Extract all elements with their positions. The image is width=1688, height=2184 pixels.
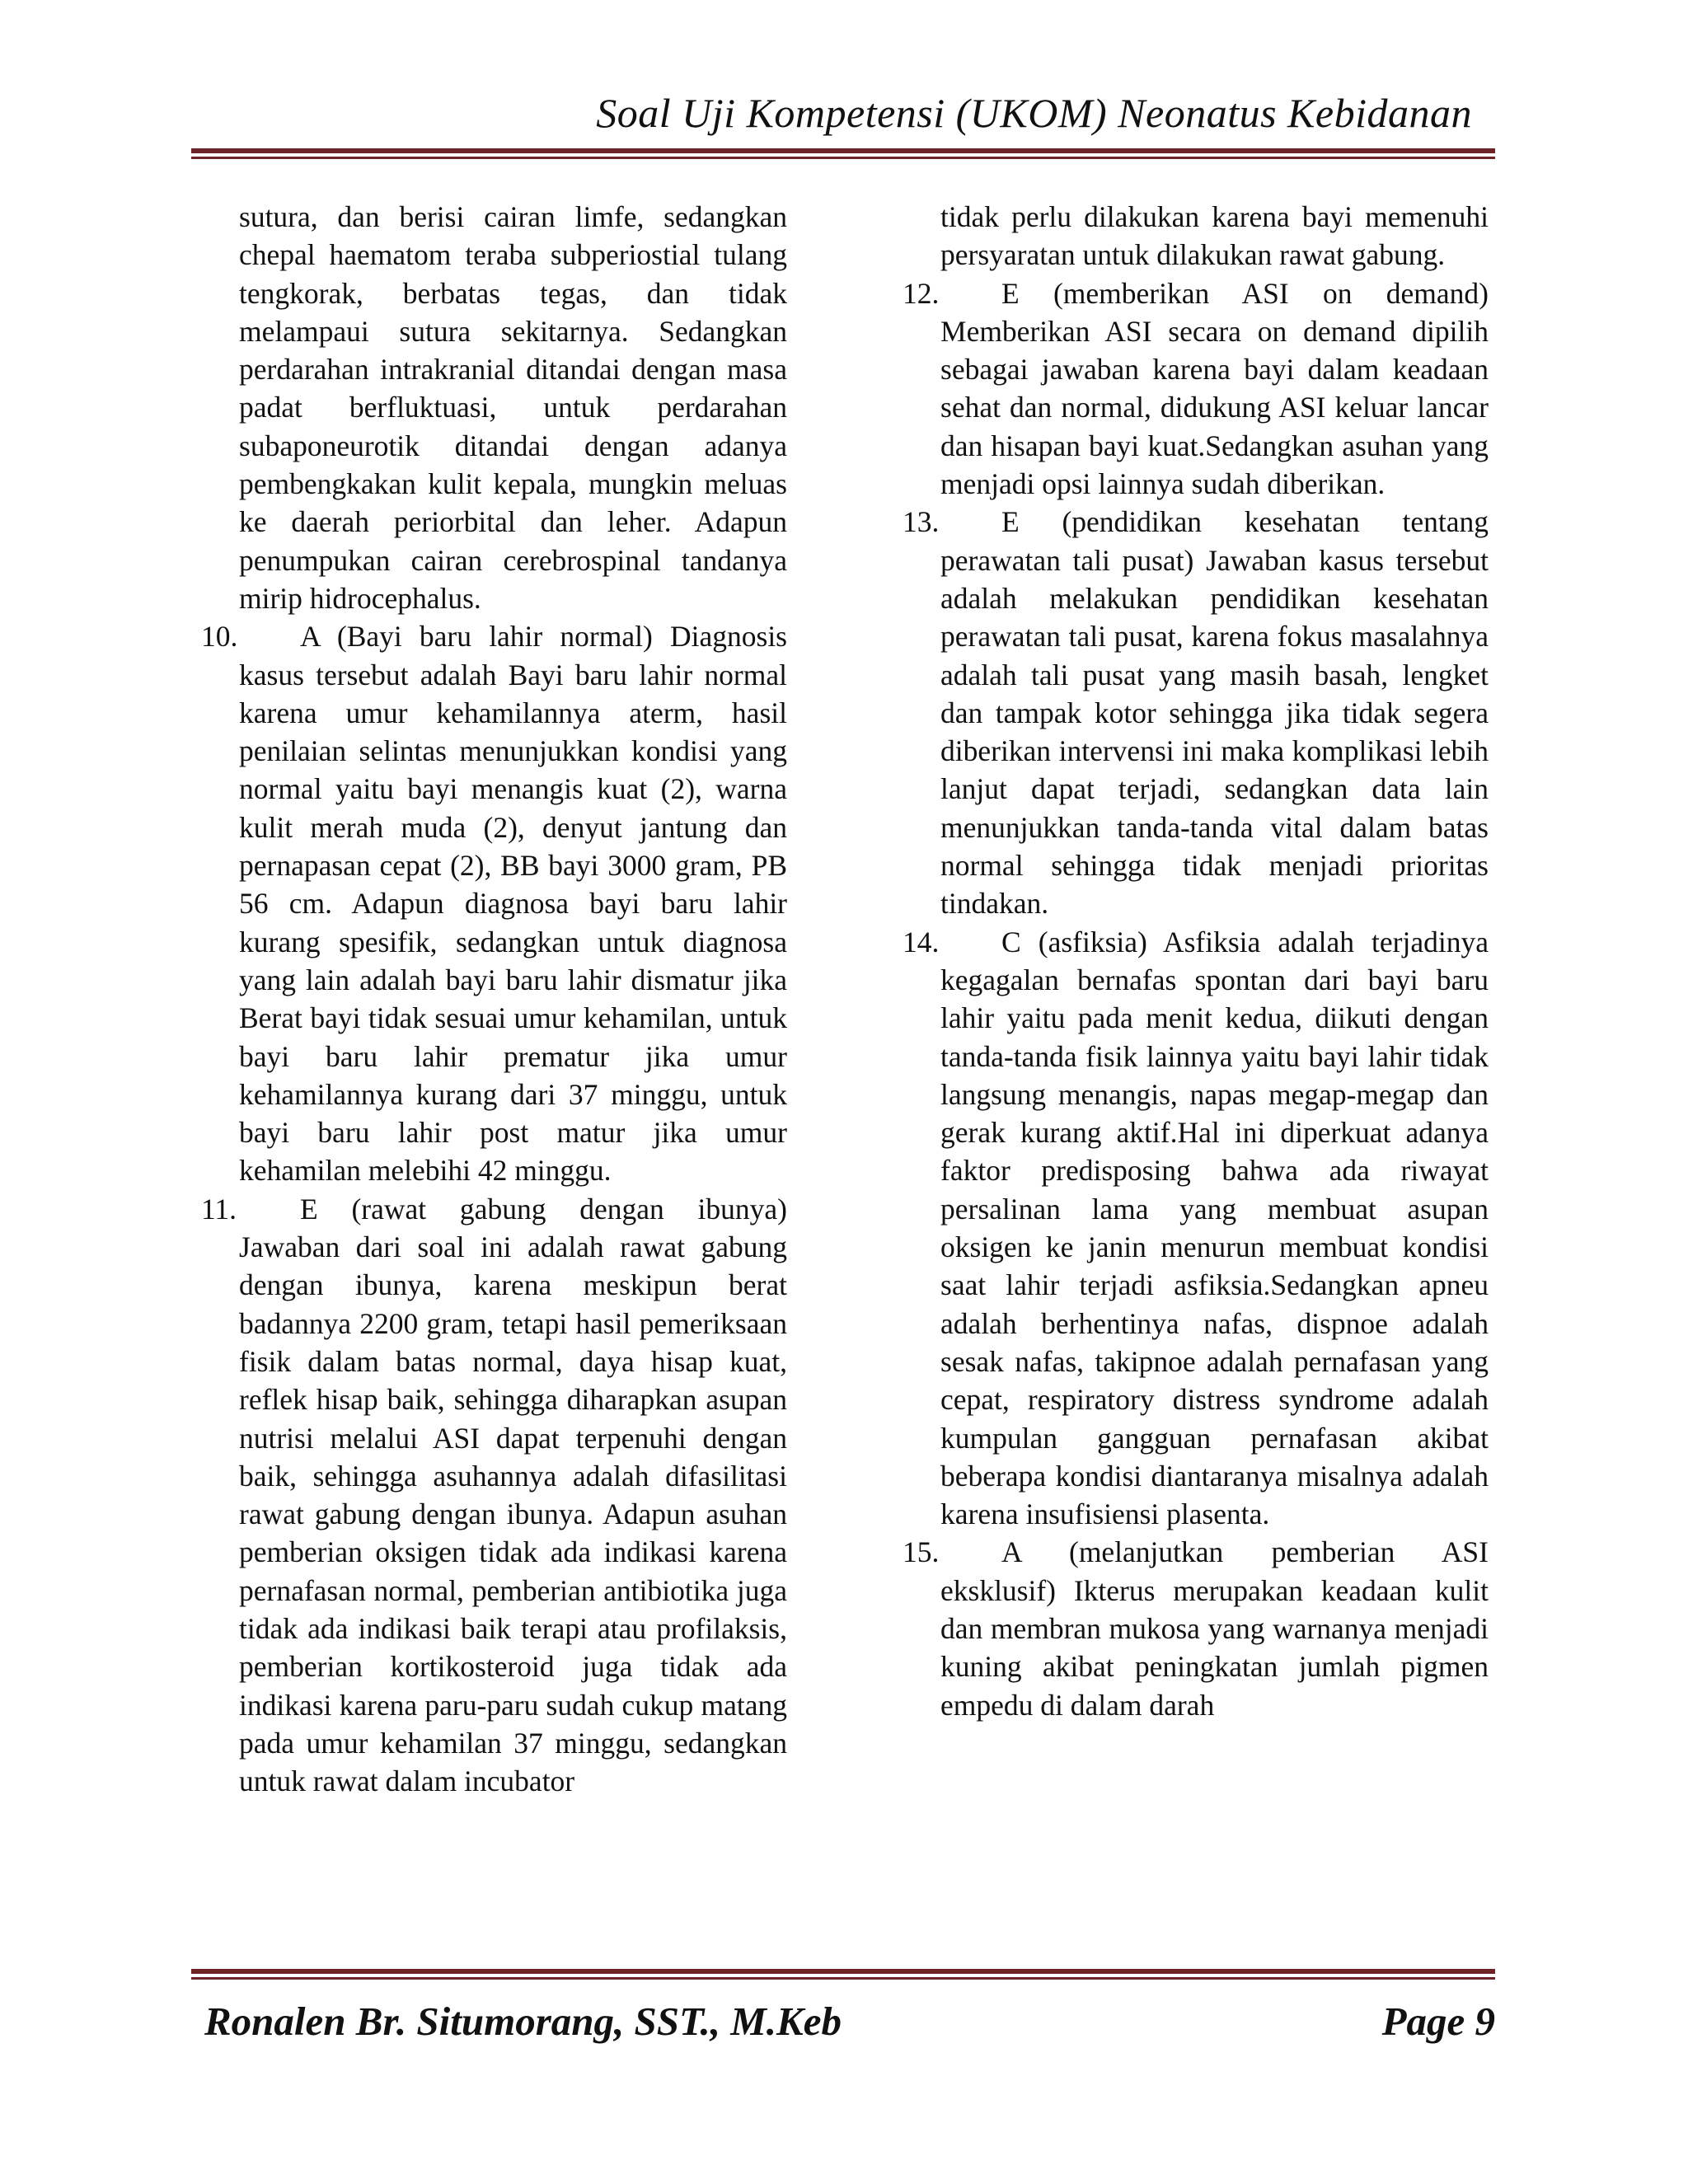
list-item-number: 13. xyxy=(903,505,940,539)
header-rule-thick xyxy=(191,148,1495,153)
continuation-paragraph: tidak perlu dilakukan karena bayi memenuhi persyaratan untuk dilakukan rawat gabung. xyxy=(940,200,1489,272)
list-item-13 xyxy=(903,503,1489,922)
list-item-text: E (rawat gabung dengan ibunya) Jawaban dari soal ini adalah rawat gabung dengan ibunya, karena meskipun berat badannya 2200 gram, tetapi hasil pemeriksaan fisik dalam batas normal, daya hisap kuat, reflek hisap baik, sehingga diharapkan asupan nutrisi melalui ASI dapat terpenuhi dengan baik, sehingga asuhannya adalah difasilitasi rawat gabung dengan ibunya. Adapun asuhan pemberian oksigen tidak ada indikasi karena pernafasan normal, pemberian antibiotika juga tidak ada indikasi baik terapi atau profilaksis, pemberian kortikosteroid juga tidak ada indikasi karena paru-paru sudah cukup matang pada umur kehamilan 37 minggu, sedangkan untuk rawat dalam incubator xyxy=(239,1192,787,1798)
footer-author: Ronalen Br. Situmorang, SST., M.Keb xyxy=(204,1999,842,2044)
list-item-14 xyxy=(903,923,1489,1534)
page-number: Page 9 xyxy=(1381,1999,1495,2044)
list-item-text: A (Bayi baru lahir normal) Diagnosis kasus tersebut adalah Bayi baru lahir normal karena umur kehamilannya aterm, hasil penilaian selintas menunjukkan kondisi yang normal yaitu bayi menangis kuat (2), warna kulit merah muda (2), denyut jantung dan pernapasan cepat (2), BB bayi 3000 gram, PB 56 cm. Adapun diagnosa bayi baru lahir kurang spesifik, sedangkan untuk diagnosa yang lain adalah bayi baru lahir dismatur jika Berat bayi tidak sesuai umur kehamilan, untuk bayi baru lahir prematur jika umur kehamilannya kurang dari 37 minggu, untuk bayi baru lahir post matur jika umur kehamilan melebihi 42 minggu. xyxy=(239,620,787,1188)
running-header-title: Soal Uji Kompetensi (UKOM) Neonatus Kebidanan xyxy=(596,90,1472,136)
footer-rule-thin xyxy=(191,1977,1495,1980)
list-item-text: E (pendidikan kesehatan tentang perawatan tali pusat) Jawaban kasus tersebut adalah melakukan pendidikan kesehatan perawatan tali pusat, karena fokus masalahnya adalah tali pusat yang masih basah, lengket dan tampak kotor sehingga jika tidak segera diberikan intervensi ini maka komplikasi lebih lanjut dapat terjadi, sedangkan data lain menunjukkan tanda-tanda vital dalam batas normal sehingga tidak menjadi prioritas tindakan. xyxy=(940,505,1489,921)
list-item-number: 14. xyxy=(903,925,940,958)
list-item-number: 12. xyxy=(903,276,940,310)
left-column xyxy=(201,198,787,1800)
list-item-number: 15. xyxy=(903,1535,940,1569)
list-item-number: 10. xyxy=(201,620,238,654)
list-item-text: E (memberikan ASI on demand) Memberikan ASI secara on demand dipilih sebagai jawaban karena bayi dalam keadaan sehat dan normal, didukung ASI keluar lancar dan hisapan bayi kuat.Sedangkan asuhan yang menjadi opsi lainnya sudah diberikan. xyxy=(940,276,1489,501)
list-item-11 xyxy=(201,1190,787,1801)
footer-rule xyxy=(191,1969,1495,1980)
footer-rule-thick xyxy=(191,1969,1495,1974)
list-item-text: A (melanjutkan pemberian ASI eksklusif) Ikterus merupakan keadaan kulit dan membran mukosa yang warnanya menjadi kuning akibat peningkatan jumlah pigmen empedu di dalam darah xyxy=(940,1535,1489,1722)
list-item-10 xyxy=(201,617,787,1189)
list-item-12 xyxy=(903,274,1489,504)
list-item-text: C (asfiksia) Asfiksia adalah terjadinya kegagalan bernafas spontan dari bayi baru lahir yaitu pada menit kedua, diikuti dengan tanda-tanda fisik lainnya yaitu bayi lahir tidak langsung menangis, napas megap-megap dan gerak kurang aktif.Hal ini diperkuat adanya faktor predisposing bahwa ada riwayat persalinan lama yang membuat asupan oksigen ke janin menurun membuat kondisi saat lahir terjadi asfiksia.Sedangkan apneu adalah berhentinya nafas, dispnoe adalah sesak nafas, takipnoe adalah pernafasan yang cepat, respiratory distress syndrome adalah kumpulan gangguan pernafasan akibat beberapa kondisi diantaranya misalnya adalah karena insufisiensi plasenta. xyxy=(940,925,1489,1531)
list-item-15 xyxy=(903,1533,1489,1723)
list-item-number: 11. xyxy=(201,1192,237,1226)
header-rule-thin xyxy=(191,157,1495,159)
continuation-paragraph: sutura, dan berisi cairan limfe, sedangkan chepal haematom teraba subperiostial tulang tengkorak, berbatas tegas, dan tidak melampaui sutura sekitarnya. Sedangkan perdarahan intrakranial ditandai dengan masa padat berfluktuasi, untuk perdarahan subaponeurotik ditandai dengan adanya pembengkakan kulit kepala, mungkin meluas ke daerah periorbital dan leher. Adapun penumpukan cairan cerebrospinal tandanya mirip hidrocephalus. xyxy=(239,200,787,615)
header-rule xyxy=(191,148,1495,159)
body-columns xyxy=(0,198,1688,1957)
right-column xyxy=(903,198,1489,1724)
